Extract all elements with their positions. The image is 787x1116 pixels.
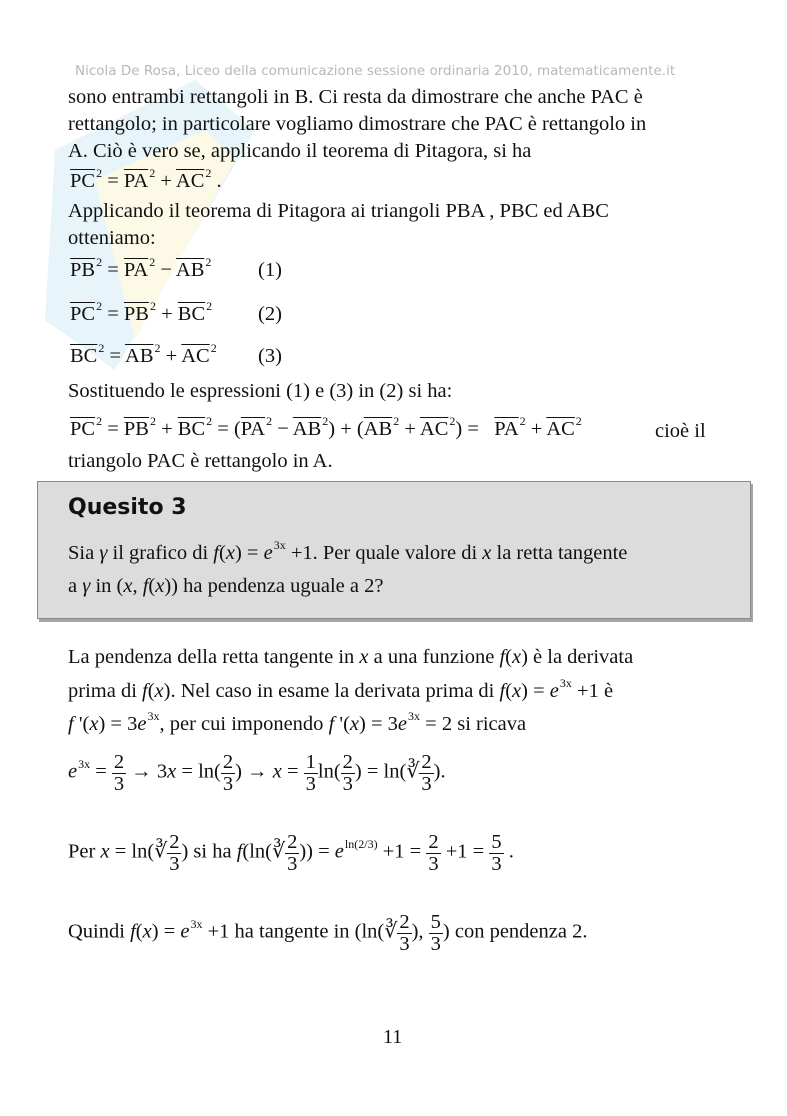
- solution-quindi-line: Quindi $f(x) = e^{3x} +1$ ha tangente in (ln(∛ $\frac{2}{3}$ ), $\frac{5}{3}$ ) con pendenza 2.: [68, 911, 588, 955]
- text-line: sono entrambi rettangoli in B. Ci resta da dimostrare che anche PAC è: [68, 86, 643, 108]
- equation-2: $\overline{PC}^2 = \overline{PB}^2 + \overline{BC}^2$: [70, 299, 213, 325]
- quesito-line-1: Sia γ il grafico di $f(x) = e^{3x} +1$. Per quale valore di x la retta tangente: [68, 538, 628, 564]
- text-line: otteniamo:: [68, 227, 156, 249]
- text-line: triangolo PAC è rettangolo in A.: [68, 450, 333, 472]
- solution-line-1: La pendenza della retta tangente in x a una funzione f(x) è la derivata: [68, 646, 634, 668]
- page-header: Nicola De Rosa, Liceo della comunicazione sessione ordinaria 2010, matematicamente.it: [75, 63, 676, 79]
- equation-pythagoras-pac: $\overline{PC}^2 = \overline{PA}^2 + \overline{AC}^2$ .: [70, 166, 222, 192]
- equation-label: (2): [258, 303, 282, 325]
- solution-line-3: f '$(x) = 3e^{3x}$, per cui imponendo f '$(x) = 3e^{3x} = 2$ si ricava: [68, 709, 527, 735]
- text-line: Sostituendo le espressioni (1) e (3) in (2) si ha:: [68, 380, 453, 402]
- solution-per-line: Per x = ln(∛ $\frac{2}{3}$ ) si ha f(ln(∛ $\frac{2}{3}$ )) = $e^{ln(2/3)} +1$ = $\frac{2}{3}$ +1 = $\frac{5}{3}$ .: [68, 831, 514, 875]
- quesito-title: Quesito 3: [68, 495, 187, 520]
- solution-equation-chain: $e^{3x}$ = $\frac{2}{3}$ → 3x = ln( $\frac{2}{3}$ ) → x = $\frac{1}{3}$ ln( $\frac{2}{3}$ ) = ln(∛ $\frac{2}{3}$ ).: [68, 751, 446, 795]
- solution-line-2: prima di f(x). Nel caso in esame la derivata prima di $f(x) = e^{3x} +1$ è: [68, 676, 614, 702]
- equation-substitution: $\overline{PC}^2 = \overline{PB}^2 + \overline{BC}^2 = (\overline{PA}^2 - \overline{AB}^2) + (\overline{AB}^2 + \overline{AC}^2) = \overline{PA}^2 + \overline{AC}^2$: [70, 414, 582, 440]
- text-line: cioè il: [655, 420, 706, 442]
- equation-3: $\overline{BC}^2 = \overline{AB}^2 + \overline{AC}^2$: [70, 341, 217, 367]
- page-number: 11: [383, 1026, 403, 1048]
- quesito-line-2: a γ in (x, f(x)) ha pendenza uguale a 2?: [68, 575, 384, 597]
- text-line: A. Ciò è vero se, applicando il teorema di Pitagora, si ha: [68, 140, 532, 162]
- text-line: rettangolo; in particolare vogliamo dimostrare che PAC è rettangolo in: [68, 113, 647, 135]
- equation-label: (3): [258, 345, 282, 367]
- equation-label: (1): [258, 259, 282, 281]
- equation-1: $\overline{PB}^2 = \overline{PA}^2 - \overline{AB}^2$: [70, 255, 212, 281]
- text-line: Applicando il teorema di Pitagora ai triangoli PBA , PBC ed ABC: [68, 200, 609, 222]
